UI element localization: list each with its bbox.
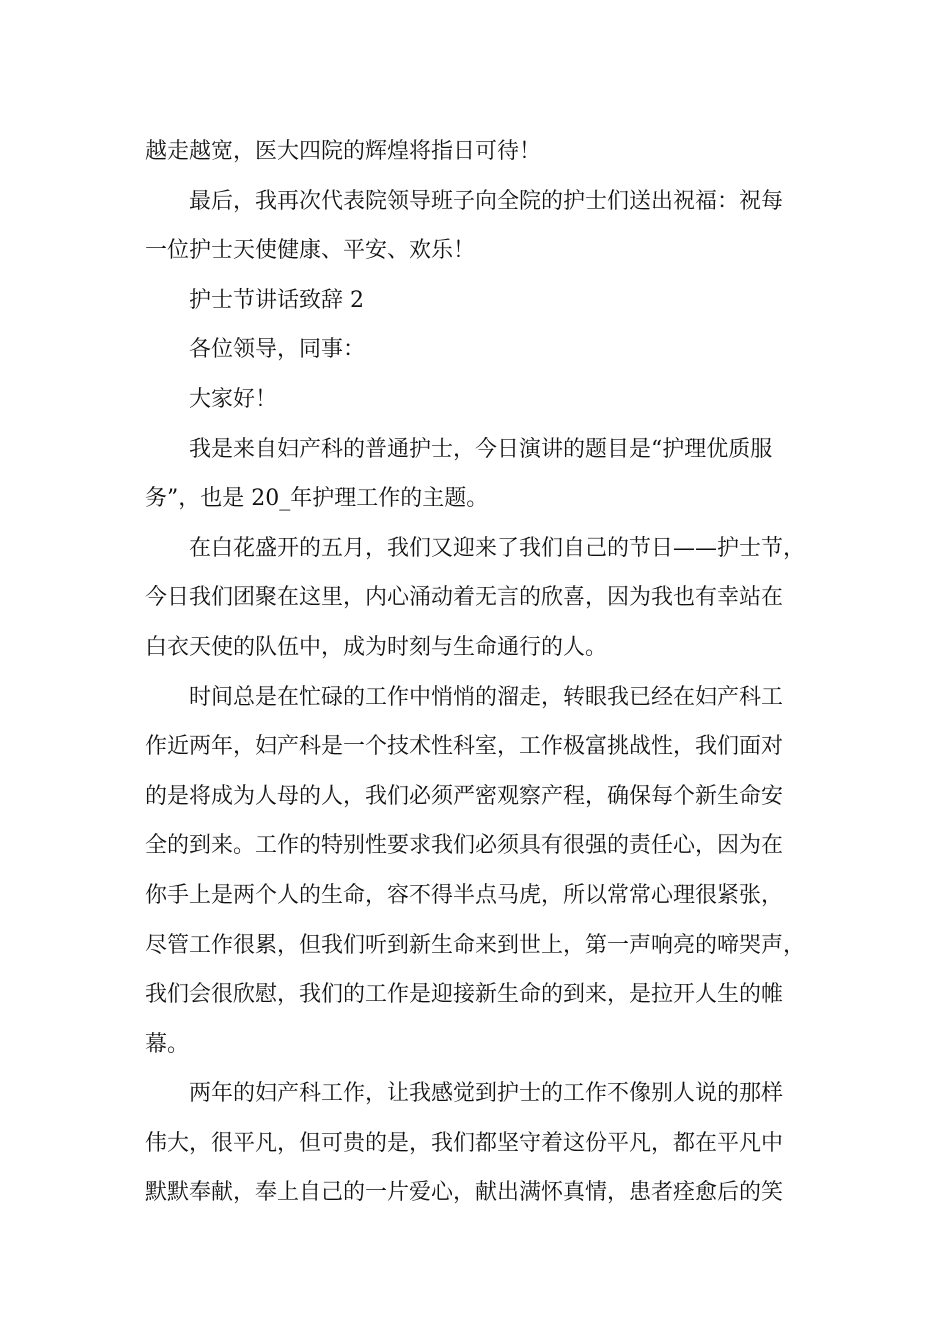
- text-line: 我是来自妇产科的普通护士，今日演讲的题目是“护理优质服: [189, 436, 773, 462]
- text-line: 默默奉献，奉上自己的一片爱心，献出满怀真情，患者痊愈后的笑: [145, 1180, 784, 1206]
- text-line: 时间总是在忙碌的工作中悄悄的溜走，转眼我已经在妇产科工: [189, 684, 784, 710]
- text-line: 伟大，很平凡，但可贵的是，我们都坚守着这份平凡，都在平凡中: [145, 1130, 784, 1156]
- text-line: 在白花盛开的五月，我们又迎来了我们自己的节日——护士节，: [189, 535, 806, 561]
- text-line: 一位护士天使健康、平安、欢乐！: [145, 238, 476, 264]
- section-heading: 护士节讲话致辞 2: [189, 287, 364, 313]
- text-line: 我们会很欣慰，我们的工作是迎接新生命的到来，是拉开人生的帷: [145, 982, 784, 1008]
- text-line: 尽管工作很累，但我们听到新生命来到世上，第一声响亮的啼哭声，: [145, 932, 806, 958]
- text-line: 作近两年，妇产科是一个技术性科室，工作极富挑战性，我们面对: [145, 734, 784, 760]
- salutation: 各位领导，同事：: [189, 337, 366, 363]
- greeting: 大家好！: [189, 386, 278, 412]
- text-line: 最后，我再次代表院领导班子向全院的护士们送出祝福：祝每: [189, 188, 784, 214]
- text-line: 幕。: [145, 1031, 190, 1057]
- text-line: 务”，也是 20_年护理工作的主题。: [145, 486, 489, 512]
- text-line: 白衣天使的队伍中，成为时刻与生命通行的人。: [145, 634, 608, 660]
- text-line: 今日我们团聚在这里，内心涌动着无言的欣喜，因为我也有幸站在: [145, 585, 784, 611]
- text-line: 越走越宽，医大四院的辉煌将指日可待！: [145, 139, 542, 164]
- text-line: 两年的妇产科工作，让我感觉到护士的工作不像别人说的那样: [189, 1081, 784, 1107]
- text-line: 全的到来。工作的特别性要求我们必须具有很强的责任心，因为在: [145, 833, 784, 859]
- document-body: [145, 127, 810, 1218]
- text-line: 的是将成为人母的人，我们必须严密观察产程，确保每个新生命安: [145, 783, 784, 809]
- text-line: 你手上是两个人的生命，容不得半点马虎，所以常常心理很紧张，: [145, 882, 784, 908]
